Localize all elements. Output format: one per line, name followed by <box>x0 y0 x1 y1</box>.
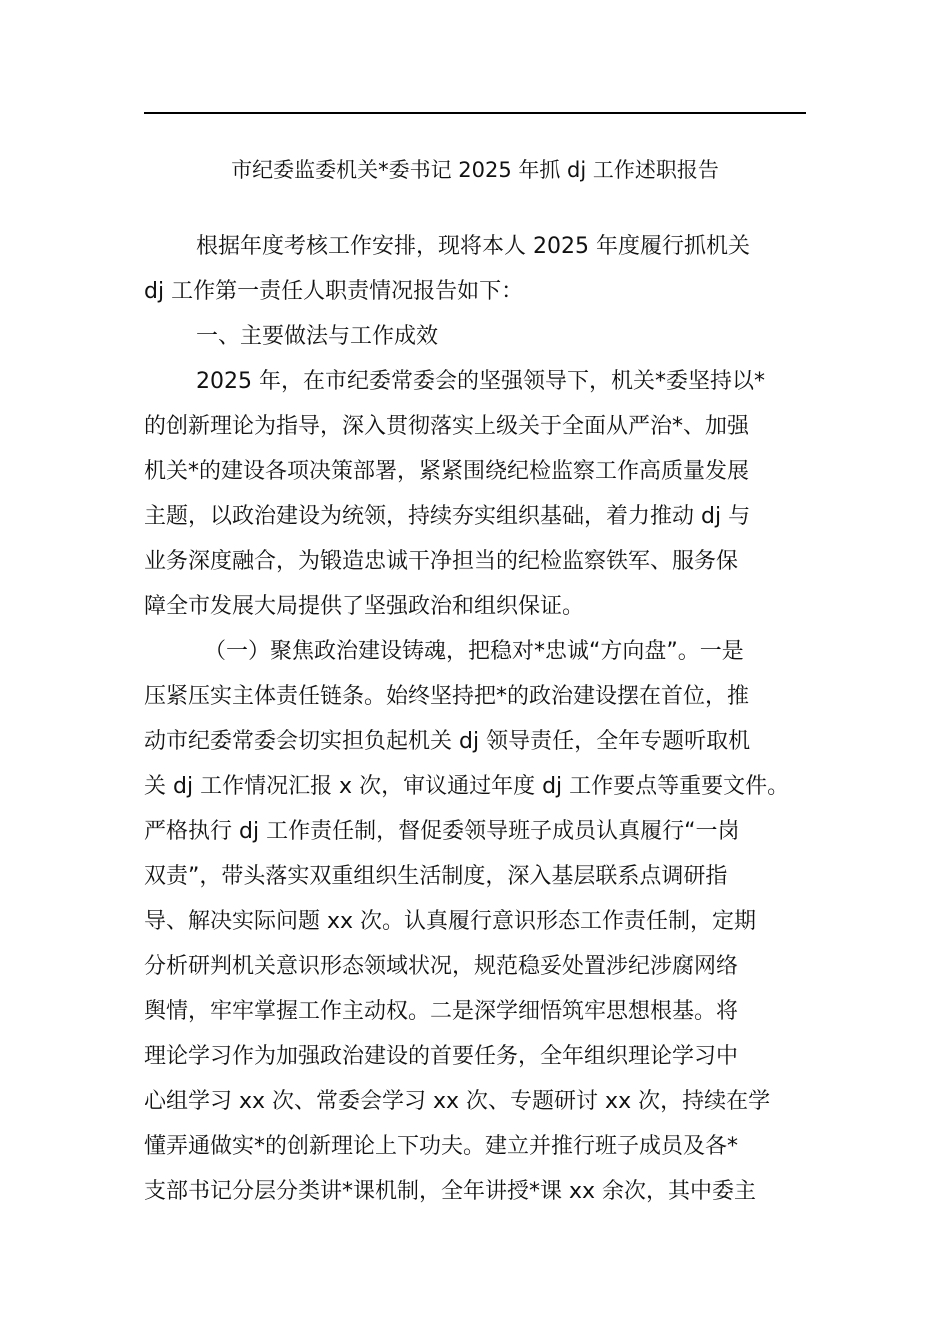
paragraph-line: 关 dj 工作情况汇报 x 次，审议通过年度 dj 工作要点等重要文件。 <box>144 774 790 799</box>
paragraph-line: 分析研判机关意识形态领域状况，规范稳妥处置涉纪涉腐网络 <box>144 954 739 979</box>
document-body <box>144 224 806 1214</box>
paragraph-line: 动市纪委常委会切实担负起机关 dj 领导责任，全年专题听取机 <box>144 729 751 754</box>
paragraph-line: 导、解决实际问题 xx 次。认真履行意识形态工作责任制，定期 <box>144 909 757 934</box>
paragraph-line: 机关*的建设各项决策部署，紧紧围绕纪检监察工作高质量发展 <box>144 459 750 484</box>
paragraph-line: 理论学习作为加强政治建设的首要任务，全年组织理论学习中 <box>144 1044 739 1069</box>
paragraph-line: 障全市发展大局提供了坚强政治和组织保证。 <box>144 594 585 619</box>
paragraph-line: 心组学习 xx 次、常委会学习 xx 次、专题研讨 xx 次，持续在学 <box>144 1089 771 1114</box>
paragraph-line: 根据年度考核工作安排，现将本人 2025 年度履行抓机关 <box>196 234 750 259</box>
paragraph-line: dj 工作第一责任人职责情况报告如下： <box>144 279 524 304</box>
paragraph-line: 的创新理论为指导，深入贯彻落实上级关于全面从严治*、加强 <box>144 414 750 439</box>
paragraph-line: 主题，以政治建设为统领，持续夯实组织基础，着力推动 dj 与 <box>144 504 751 529</box>
paragraph-line: 双责”，带头落实双重组织生活制度，深入基层联系点调研指 <box>144 864 728 889</box>
header-rule <box>144 112 806 114</box>
paragraph-line: 压紧压实主体责任链条。始终坚持把*的政治建设摆在首位，推 <box>144 684 750 709</box>
document-title: 市纪委监委机关*委书记 2025 年抓 dj 工作述职报告 <box>231 158 719 182</box>
paragraph-line: 业务深度融合，为锻造忠诚干净担当的纪检监察铁军、服务保 <box>144 549 739 574</box>
paragraph-line: 舆情，牢牢掌握工作主动权。二是深学细悟筑牢思想根基。将 <box>144 999 739 1024</box>
paragraph-line: 2025 年，在市纪委常委会的坚强领导下，机关*委坚持以* <box>196 369 765 394</box>
paragraph-line: 支部书记分层分类讲*课机制，全年讲授*课 xx 余次，其中委主 <box>144 1179 757 1204</box>
subsection-line: （一）聚焦政治建设铸魂，把稳对*忠诚“方向盘”。一是 <box>204 639 744 664</box>
paragraph-line: 严格执行 dj 工作责任制，督促委领导班子成员认真履行“一岗 <box>144 819 740 844</box>
section-heading: 一、主要做法与工作成效 <box>196 324 439 349</box>
paragraph-line: 懂弄通做实*的创新理论上下功夫。建立并推行班子成员及各* <box>144 1134 739 1159</box>
